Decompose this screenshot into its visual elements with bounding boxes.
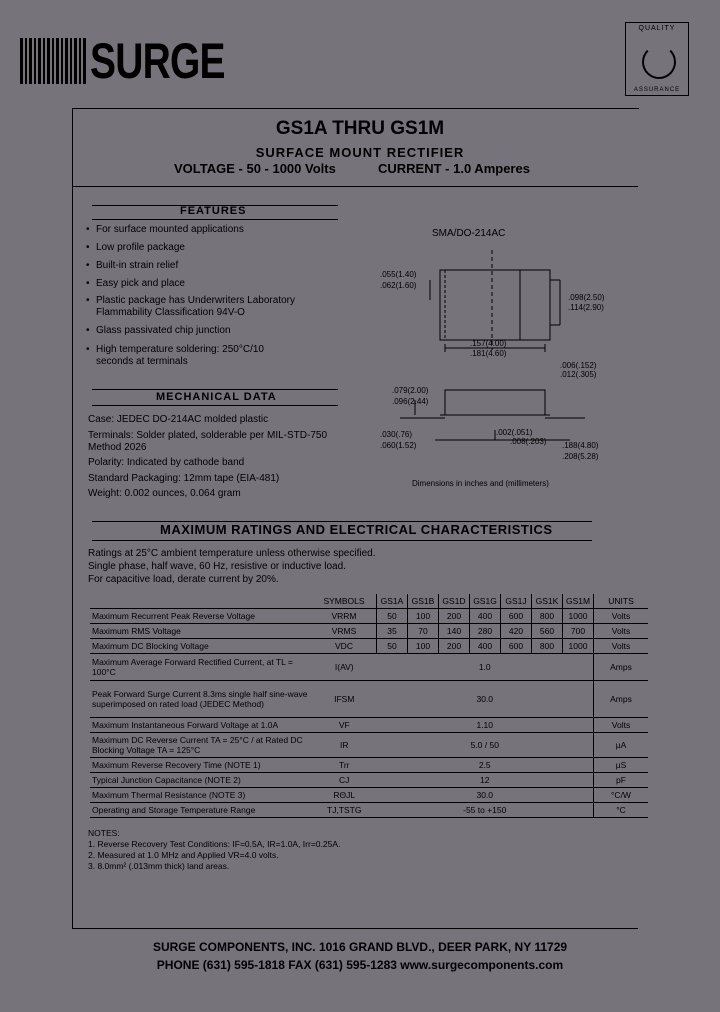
logo-text: SURGE — [90, 33, 225, 89]
table-row — [90, 803, 648, 818]
dim-label: .060(1.52) — [380, 441, 417, 450]
column-header: GS1A — [377, 594, 408, 609]
symbol-cell: VRRM — [312, 609, 377, 624]
mechanical-heading: MECHANICAL DATA — [156, 391, 277, 403]
ratings-condition: For capacitive load, derate current by 20%. — [88, 574, 279, 585]
value-cell: 800 — [532, 639, 563, 654]
dim-label: .002(.051) — [496, 428, 533, 437]
dim-label: .012(.305) — [560, 370, 597, 379]
dim-label: .157(4.00) — [470, 339, 507, 348]
frame-bottom-rule — [72, 928, 638, 929]
symbol-cell: RΘJL — [312, 788, 377, 803]
table-row — [90, 609, 648, 624]
value-cell: 1.10 — [377, 718, 594, 733]
table-row — [90, 624, 648, 639]
value-cell: 700 — [563, 624, 594, 639]
param-cell: Operating and Storage Temperature Range — [90, 803, 312, 818]
value-cell: 30.0 — [377, 788, 594, 803]
value-cell: 5.0 / 50 — [377, 733, 594, 758]
symbol-cell: I(AV) — [312, 654, 377, 681]
logo-stripes — [20, 36, 90, 86]
quality-badge — [625, 22, 689, 96]
unit-cell: Amps — [594, 654, 649, 681]
dim-label: .188(4.80) — [562, 441, 599, 450]
column-header: GS1M — [563, 594, 594, 609]
value-cell: 1000 — [563, 609, 594, 624]
feature-item: • Glass passivated chip junction — [86, 325, 231, 336]
notes-heading: NOTES: — [88, 828, 120, 838]
param-cell: Maximum Instantaneous Forward Voltage at 1.0A — [90, 718, 312, 733]
unit-cell: Volts — [594, 639, 649, 654]
table-header-row — [90, 594, 648, 609]
unit-cell: µS — [594, 758, 649, 773]
param-cell: Maximum Reverse Recovery Time (NOTE 1) — [90, 758, 312, 773]
unit-cell: Volts — [594, 609, 649, 624]
ratings-condition: Single phase, half wave, 60 Hz, resistive or inductive load. — [88, 561, 346, 572]
feature-item: • High temperature soldering: 250°C/10 seconds at terminals — [86, 344, 264, 367]
ratings-rule-bottom — [92, 540, 592, 541]
value-cell: 600 — [501, 609, 532, 624]
symbol-cell: VDC — [312, 639, 377, 654]
mechanical-line: Terminals: Solder plated, solderable per MIL-STD-750 — [88, 430, 327, 441]
package-name: SMA/DO-214AC — [432, 228, 506, 239]
mechanical-line: Method 2026 — [88, 442, 147, 453]
mechanical-line: Case: JEDEC DO-214AC molded plastic — [88, 414, 269, 425]
symbol-cell: IR — [312, 733, 377, 758]
dim-label: .030(.76) — [380, 430, 413, 439]
symbol-cell: VF — [312, 718, 377, 733]
value-cell: 140 — [439, 624, 470, 639]
feature-item: • Plastic package has Underwriters Laboratory Flammability Classification 94V-O — [86, 295, 295, 318]
symbol-cell: VRMS — [312, 624, 377, 639]
value-cell: 400 — [470, 639, 501, 654]
dim-label: .006(.152) — [560, 361, 597, 370]
product-subtitle: SURFACE MOUNT RECTIFIER — [255, 145, 465, 160]
value-cell: 280 — [470, 624, 501, 639]
value-cell: 100 — [408, 639, 439, 654]
value-cell: 200 — [439, 609, 470, 624]
param-cell: Maximum Recurrent Peak Reverse Voltage — [90, 609, 312, 624]
dim-label: .098(2.50) — [568, 293, 605, 302]
param-cell: Maximum DC Blocking Voltage — [90, 639, 312, 654]
table-row — [90, 758, 648, 773]
value-cell: 200 — [439, 639, 470, 654]
value-cell: 12 — [377, 773, 594, 788]
quality-ring-icon — [642, 45, 676, 79]
dim-label: .079(2.00) — [392, 386, 429, 395]
dim-label: .062(1.60) — [380, 281, 417, 290]
table-row — [90, 718, 648, 733]
table-row — [90, 788, 648, 803]
footer-address: SURGE COMPONENTS, INC. 1016 GRAND BLVD., DEER PARK, NY 11729 — [152, 940, 568, 954]
ratings-heading: MAXIMUM RATINGS AND ELECTRICAL CHARACTERISTICS — [160, 522, 553, 537]
symbol-cell: TJ,TSTG — [312, 803, 377, 818]
dim-label: .096(2.44) — [392, 397, 429, 406]
unit-cell: Volts — [594, 624, 649, 639]
feature-item: • Built-in strain relief — [86, 260, 179, 271]
dim-label: .008(.203) — [510, 437, 547, 446]
column-header: SYMBOLS — [312, 594, 377, 609]
unit-cell: µA — [594, 733, 649, 758]
symbol-cell: Trr — [312, 758, 377, 773]
value-cell: 600 — [501, 639, 532, 654]
value-cell: 100 — [408, 609, 439, 624]
notes-block — [88, 828, 340, 872]
mechanical-line: Polarity: Indicated by cathode band — [88, 457, 245, 468]
value-cell: -55 to +150 — [377, 803, 594, 818]
unit-cell: pF — [594, 773, 649, 788]
unit-cell: °C — [594, 803, 649, 818]
param-cell: Typical Junction Capacitance (NOTE 2) — [90, 773, 312, 788]
value-cell: 30.0 — [377, 681, 594, 718]
table-row — [90, 654, 648, 681]
value-cell: 1.0 — [377, 654, 594, 681]
unit-cell: °C/W — [594, 788, 649, 803]
value-cell: 70 — [408, 624, 439, 639]
value-cell: 50 — [377, 639, 408, 654]
value-cell: 560 — [532, 624, 563, 639]
column-header: GS1D — [439, 594, 470, 609]
value-cell: 420 — [501, 624, 532, 639]
dim-label: .055(1.40) — [380, 270, 417, 279]
features-rule-bottom — [92, 219, 338, 220]
column-header: GS1B — [408, 594, 439, 609]
unit-cell: Amps — [594, 681, 649, 718]
column-header: UNITS — [594, 594, 649, 609]
dim-label: .181(4.60) — [470, 349, 507, 358]
mechanical-line: Weight: 0.002 ounces, 0.064 gram — [88, 488, 241, 499]
param-cell: Maximum DC Reverse Current TA = 25°C / at Rated DC Blocking Voltage TA = 125°C — [90, 733, 312, 758]
value-cell: 35 — [377, 624, 408, 639]
value-cell: 800 — [532, 609, 563, 624]
dim-label: .208(5.28) — [562, 452, 599, 461]
column-header: GS1G — [470, 594, 501, 609]
value-cell: 1000 — [563, 639, 594, 654]
feature-item: • Low profile package — [86, 242, 185, 253]
symbol-cell: CJ — [312, 773, 377, 788]
feature-item: • For surface mounted applications — [86, 224, 244, 235]
note-item: 3. 8.0mm² (.013mm thick) land areas. — [88, 861, 230, 871]
voltage-rating: VOLTAGE - 50 - 1000 Volts — [174, 161, 336, 176]
param-cell: Peak Forward Surge Current 8.3ms single half sine-wave superimposed on rated load (JEDEC Method) — [90, 681, 312, 718]
param-cell: Maximum Thermal Resistance (NOTE 3) — [90, 788, 312, 803]
column-header: GS1K — [532, 594, 563, 609]
table-row — [90, 639, 648, 654]
footer-contact: PHONE (631) 595-1818 FAX (631) 595-1283 www.surgecomponents.com — [156, 958, 564, 972]
note-item: 1. Reverse Recovery Test Conditions: IF=0.5A, IR=1.0A, Irr=0.25A. — [88, 839, 341, 849]
param-cell: Maximum RMS Voltage — [90, 624, 312, 639]
table-row — [90, 681, 648, 718]
table-row — [90, 773, 648, 788]
param-cell: Maximum Average Forward Rectified Current, at TL = 100°C — [90, 654, 312, 681]
value-cell: 50 — [377, 609, 408, 624]
quality-bottom-text: ASSURANCE — [633, 87, 681, 93]
feature-item: • Easy pick and place — [86, 278, 185, 289]
note-item: 2. Measured at 1.0 MHz and Applied VR=4.0 volts. — [88, 850, 279, 860]
symbol-cell: IFSM — [312, 681, 377, 718]
mechanical-rule-bottom — [92, 405, 338, 406]
value-cell: 400 — [470, 609, 501, 624]
dim-label: .114(2.90) — [568, 303, 604, 312]
column-header: GS1J — [501, 594, 532, 609]
mechanical-line: Standard Packaging: 12mm tape (EIA-481) — [88, 473, 280, 484]
quality-top-text: QUALITY — [638, 25, 676, 32]
ratings-condition: Ratings at 25°C ambient temperature unless otherwise specified. — [88, 548, 376, 559]
dimension-note: Dimensions in inches and (millimeters) — [412, 479, 549, 488]
page-title: GS1A THRU GS1M — [275, 118, 445, 139]
mechanical-rule-top — [92, 389, 338, 390]
table-header-blank — [90, 594, 312, 609]
ratings-table — [90, 594, 648, 818]
company-logo — [20, 33, 225, 89]
features-heading: FEATURES — [180, 205, 247, 217]
table-row — [90, 733, 648, 758]
title-divider — [72, 186, 638, 187]
value-cell: 2.5 — [377, 758, 594, 773]
current-rating: CURRENT - 1.0 Amperes — [378, 161, 530, 176]
unit-cell: Volts — [594, 718, 649, 733]
